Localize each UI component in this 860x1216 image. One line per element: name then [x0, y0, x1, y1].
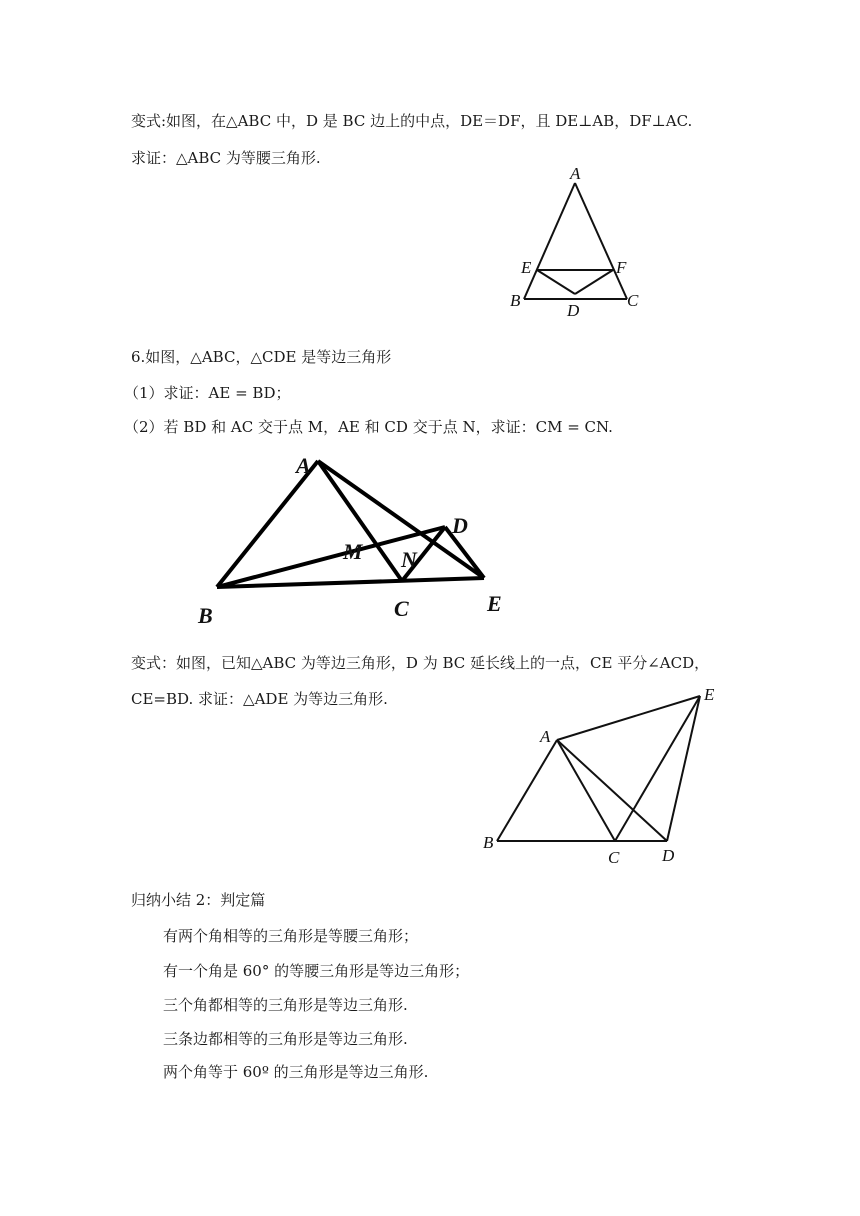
- segment-AC: [575, 183, 627, 299]
- label-A: A: [540, 727, 551, 746]
- problem6-title: 6.如图，△ABC，△CDE 是等边三角形: [131, 348, 392, 366]
- label-M: M: [343, 539, 363, 564]
- label-C: C: [627, 291, 639, 310]
- segment-AC: [557, 740, 615, 841]
- variant1-figure: [500, 160, 660, 325]
- segment-AB: [524, 183, 575, 299]
- segment-DF: [575, 270, 613, 294]
- segment-BE: [217, 578, 484, 587]
- label-D: D: [452, 513, 468, 538]
- problem6-part1: （1）求证：AE = BD；: [124, 384, 291, 402]
- label-A: A: [570, 164, 581, 183]
- summary-item-4: 三条边都相等的三角形是等边三角形.: [163, 1030, 408, 1048]
- segment-AB: [497, 740, 557, 841]
- label-N: N: [401, 547, 417, 572]
- segment-AD: [557, 740, 667, 841]
- segment-AB: [217, 461, 318, 587]
- label-E: E: [704, 685, 715, 704]
- label-B: B: [483, 833, 494, 852]
- summary-item-1: 有两个角相等的三角形是等腰三角形；: [163, 927, 419, 945]
- label-B: B: [198, 603, 213, 628]
- variant1-prove: 求证：△ABC 为等腰三角形.: [131, 149, 321, 167]
- variant1-statement: 变式:如图，在△ABC 中，D 是 BC 边上的中点，DE＝DF，且 DE⊥AB，DF⊥AC.: [131, 112, 693, 130]
- label-C: C: [394, 596, 409, 621]
- problem6-part2: （2）若 BD 和 AC 交于点 M，AE 和 CD 交于点 N，求证：CM = CN.: [124, 418, 613, 436]
- label-D: D: [567, 301, 580, 320]
- label-F: F: [616, 258, 627, 277]
- summary-item-5: 两个角等于 60º 的三角形是等边三角形.: [163, 1063, 429, 1081]
- variant2-statement: 变式：如图，已知△ABC 为等边三角形，D 为 BC 延长线上的一点，CE 平分∠ACD，: [131, 654, 710, 672]
- label-C: C: [608, 848, 620, 867]
- segment-DE: [667, 696, 700, 841]
- label-E: E: [521, 258, 532, 277]
- label-B: B: [510, 291, 521, 310]
- variant2-figure: [480, 680, 720, 870]
- label-E: E: [487, 591, 502, 616]
- summary-title: 归纳小结 2：判定篇: [131, 891, 266, 909]
- segment-DE: [537, 270, 575, 294]
- summary-item-3: 三个角都相等的三角形是等边三角形.: [163, 996, 408, 1014]
- label-A: A: [296, 453, 311, 478]
- label-D: D: [662, 846, 675, 865]
- variant2-prove: CE=BD. 求证：△ADE 为等边三角形.: [131, 690, 388, 708]
- problem6-figure: [190, 445, 520, 635]
- summary-item-2: 有一个角是 60° 的等腰三角形是等边三角形；: [163, 962, 470, 980]
